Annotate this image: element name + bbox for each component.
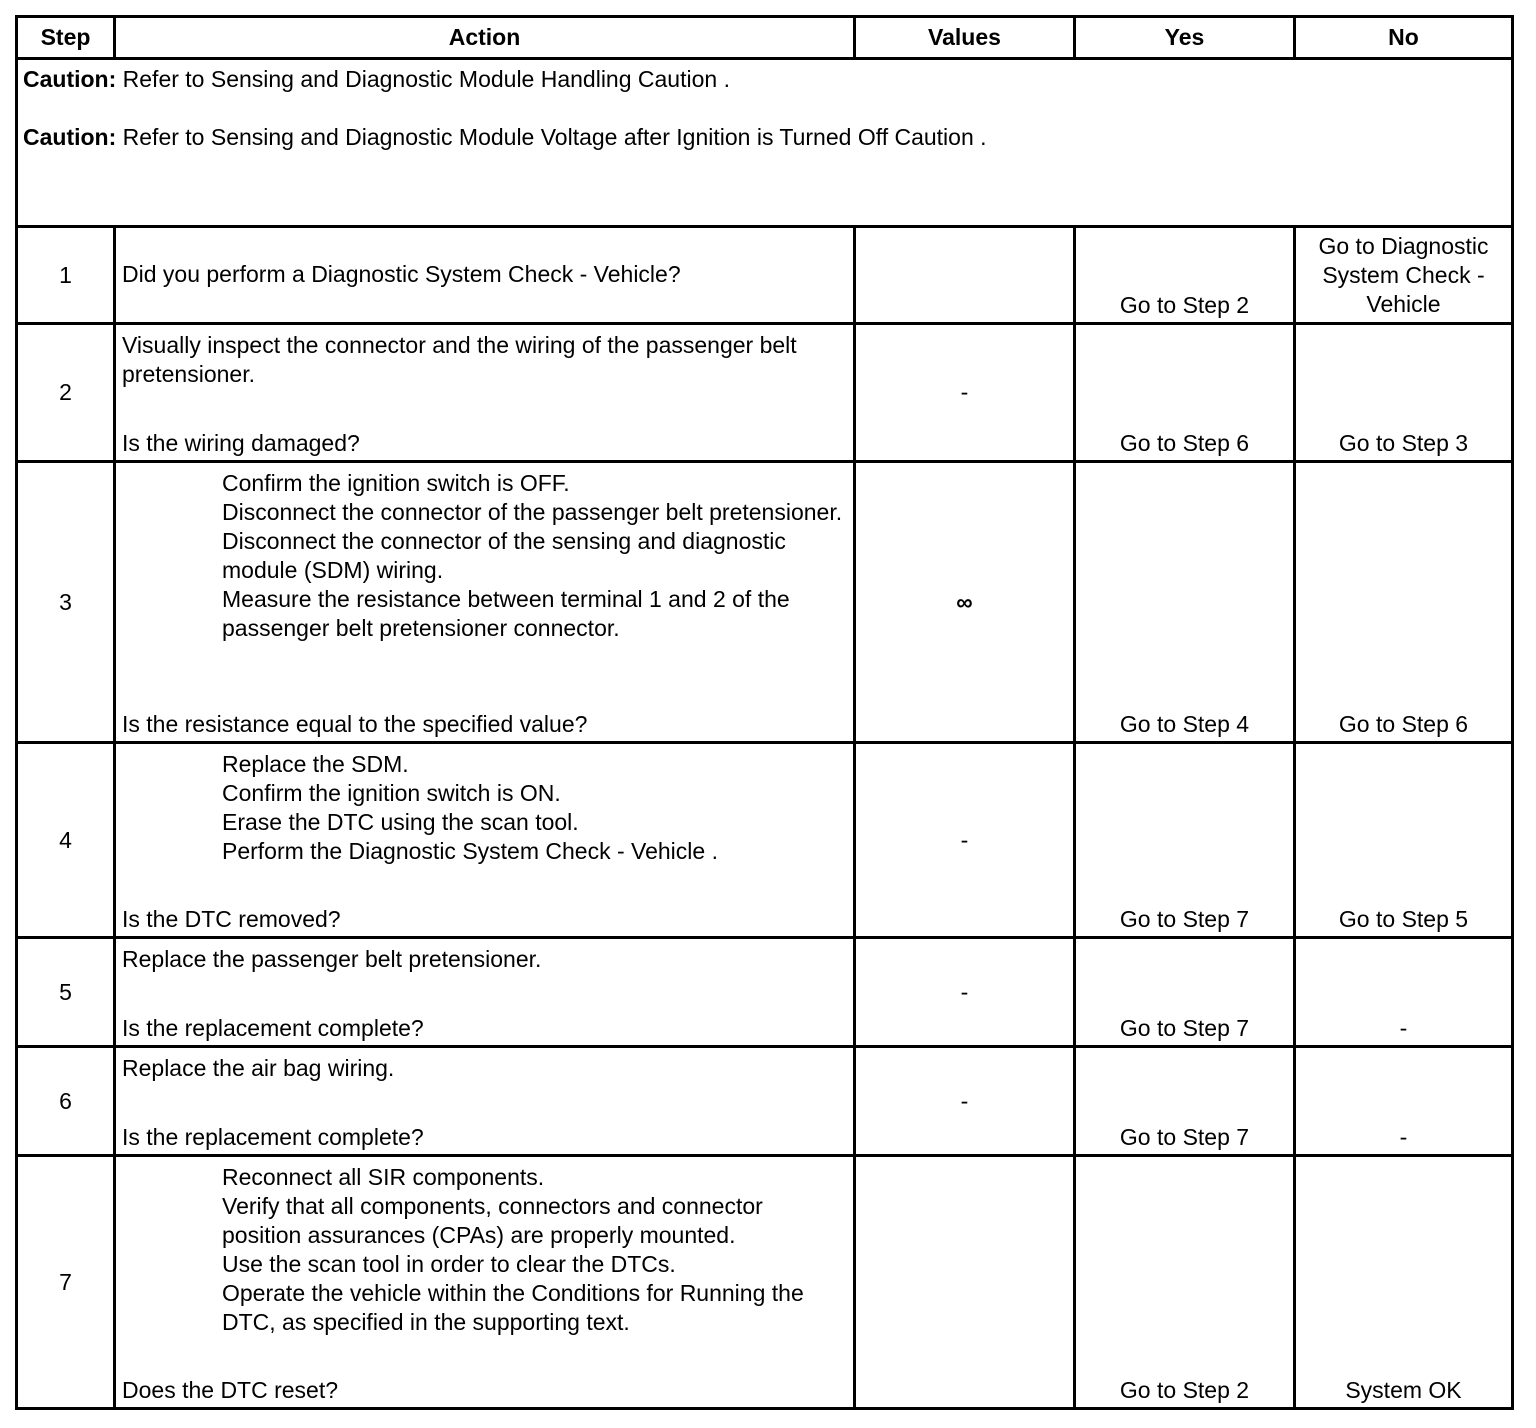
value-cell: - xyxy=(856,939,1076,1045)
action-statement: Did you perform a Diagnostic System Check - Vehicle? xyxy=(122,261,681,287)
action-cell xyxy=(116,939,856,1045)
header-action: Action xyxy=(116,18,856,57)
action-step: Reconnect all SIR components. xyxy=(222,1164,545,1190)
action-step: Confirm the ignition switch is OFF. xyxy=(222,470,570,496)
table-row xyxy=(18,463,1511,744)
action-steps xyxy=(222,750,847,866)
action-steps xyxy=(222,469,847,643)
action-question: Is the DTC removed? xyxy=(122,906,341,932)
yes-cell: Go to Step 2 xyxy=(1076,1157,1296,1407)
no-cell: Go to Diagnostic System Check - Vehicle xyxy=(1318,232,1489,317)
action-statement: Replace the air bag wiring. xyxy=(122,1055,395,1081)
table-row xyxy=(18,228,1511,325)
header-row xyxy=(18,18,1511,60)
caution-2 xyxy=(23,123,987,152)
action-cell xyxy=(116,1157,856,1407)
header-yes: Yes xyxy=(1076,18,1296,57)
action-step: Operate the vehicle within the Conditions for Running the DTC, as specified in the supporting text. xyxy=(222,1280,804,1335)
action-cell xyxy=(116,228,856,322)
action-question: Is the replacement complete? xyxy=(122,1124,424,1150)
step-number: 3 xyxy=(18,463,116,741)
action-steps xyxy=(222,1163,847,1337)
action-step: Disconnect the connector of the sensing and diagnostic module (SDM) wiring. xyxy=(222,528,786,583)
step-number: 6 xyxy=(18,1048,116,1154)
value-cell: - xyxy=(856,1048,1076,1154)
yes-cell: Go to Step 7 xyxy=(1076,744,1296,936)
step-number: 1 xyxy=(18,228,116,322)
value-cell: - xyxy=(856,744,1076,936)
step-number: 2 xyxy=(18,325,116,460)
no-cell: Go to Step 3 xyxy=(1338,430,1469,456)
no-cell: System OK xyxy=(1345,1377,1462,1403)
action-step: Measure the resistance between terminal 1 and 2 of the passenger belt pretensioner connector. xyxy=(222,586,790,641)
yes-cell: Go to Step 7 xyxy=(1076,939,1296,1045)
yes-cell: Go to Step 7 xyxy=(1076,1048,1296,1154)
action-question: Does the DTC reset? xyxy=(122,1377,339,1403)
no-cell: Go to Step 6 xyxy=(1338,711,1469,737)
yes-cell: Go to Step 2 xyxy=(1076,228,1296,322)
action-question: Is the resistance equal to the specified value? xyxy=(122,711,588,737)
header-no: No xyxy=(1388,24,1419,50)
action-step: Use the scan tool in order to clear the DTCs. xyxy=(222,1251,676,1277)
no-cell: - xyxy=(1399,1124,1408,1150)
action-question: Is the wiring damaged? xyxy=(122,430,360,456)
step-number: 4 xyxy=(18,744,116,936)
table-row xyxy=(18,1048,1511,1157)
table-row xyxy=(18,744,1511,939)
action-question: Is the replacement complete? xyxy=(122,1015,424,1041)
no-cell: Go to Step 5 xyxy=(1338,906,1469,932)
table-row xyxy=(18,325,1511,463)
action-step: Confirm the ignition switch is ON. xyxy=(222,780,561,806)
yes-cell: Go to Step 4 xyxy=(1076,463,1296,741)
value-cell: - xyxy=(856,325,1076,460)
action-step: Disconnect the connector of the passenger belt pretensioner. xyxy=(222,499,843,525)
value-cell xyxy=(856,1157,1076,1407)
header-values: Values xyxy=(856,18,1076,57)
value-cell xyxy=(856,228,1076,322)
header-step: Step xyxy=(18,18,116,57)
action-step: Verify that all components, connectors and connector position assurances (CPAs) are properly mounted. xyxy=(222,1193,763,1248)
action-cell xyxy=(116,463,856,741)
action-step: Replace the SDM. xyxy=(222,751,409,777)
step-number: 7 xyxy=(18,1157,116,1407)
step-number: 5 xyxy=(18,939,116,1045)
action-cell xyxy=(116,325,856,460)
caution-row xyxy=(18,60,1511,228)
yes-cell: Go to Step 6 xyxy=(1076,325,1296,460)
no-cell: - xyxy=(1399,1015,1408,1041)
caution-text: Refer to Sensing and Diagnostic Module Voltage after Ignition is Turned Off Caution . xyxy=(116,124,987,150)
action-cell xyxy=(116,1048,856,1154)
caution-label: Caution: xyxy=(23,66,117,92)
caution-text: Refer to Sensing and Diagnostic Module Handling Caution . xyxy=(116,66,730,92)
action-statement: Replace the passenger belt pretensioner. xyxy=(122,946,542,972)
diagnostic-table xyxy=(15,15,1514,1410)
table-row xyxy=(18,1157,1511,1407)
caution-label: Caution: xyxy=(23,124,117,150)
value-cell: ∞ xyxy=(856,463,1076,741)
caution-1 xyxy=(23,65,730,94)
table-row xyxy=(18,939,1511,1048)
action-statement: Visually inspect the connector and the wiring of the passenger belt pretensioner. xyxy=(122,332,797,387)
action-step: Erase the DTC using the scan tool. xyxy=(222,809,579,835)
action-cell xyxy=(116,744,856,936)
action-step: Perform the Diagnostic System Check - Vehicle . xyxy=(222,838,718,864)
